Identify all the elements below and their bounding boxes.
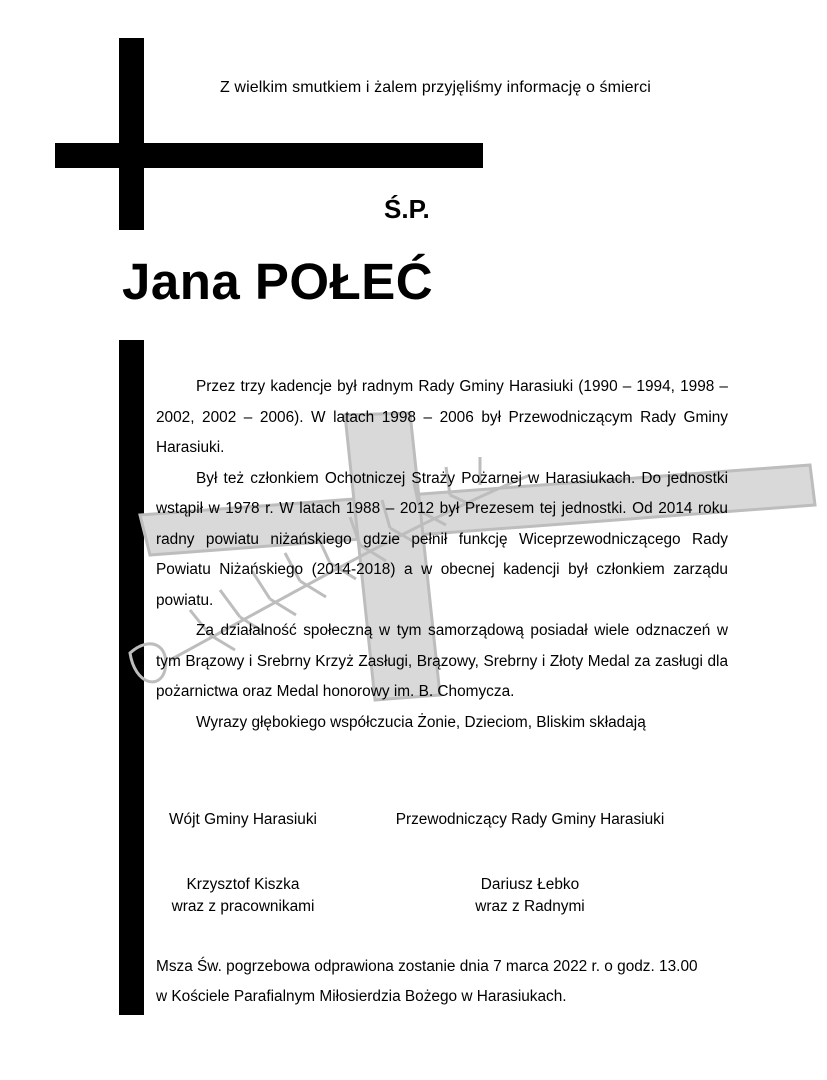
signatory-left-title: Wójt Gminy Harasiuki xyxy=(169,811,317,828)
obituary-body xyxy=(156,372,728,738)
mass-date-time: Msza Św. pogrzebowa odprawiona zostanie dnia 7 marca 2022 r. o godz. 13.00 xyxy=(156,958,698,975)
cross-vertical-beam xyxy=(119,38,144,230)
signatory-left-name: Krzysztof Kiszka xyxy=(186,876,300,893)
funeral-mass-info xyxy=(156,952,736,1012)
signatory-right-title: Przewodniczący Rady Gminy Harasiuki xyxy=(395,811,665,828)
paragraph-awards: Za działalność społeczną w tym samorządową posiadał wiele odznaczeń w tym Brązowy i Srebrny Krzyż Zasługi, Brązowy, Srebrny i Złoty Medal za zasługi dla pożarnictwa oraz Medal honorowy im. B. Chomycza. xyxy=(156,622,728,700)
paragraph-council: Przez trzy kadencje był radnym Rady Gminy Harasiuki (1990 – 1994, 1998 – 2002, 2002 – 2006). W latach 1998 – 2006 był Przewodniczącym Rady Gminy Harasiuki. xyxy=(156,378,728,456)
signatory-right xyxy=(382,874,678,918)
paragraph-fire-brigade: Był też członkiem Ochotniczej Straży Pożarnej w Harasiukach. Do jednostki wstąpił w 1978 r. W latach 1988 – 2012 był Prezesem tej jednostki. Od 2014 roku radny powiatu niżańskiego gdzie pełnił funkcję Wiceprzewodniczącego Rady Powiatu Niżańskiego (2014-2018) a w obecnej kadencji był członkiem zarządu powiatu. xyxy=(156,469,728,609)
signatory-left xyxy=(150,874,336,918)
cross-horizontal-beam xyxy=(55,143,483,168)
deceased-name: Jana POŁEĆ xyxy=(122,253,434,310)
paragraph-condolences: Wyrazy głębokiego współczucia Żonie, Dzieciom, Bliskim składają xyxy=(196,713,646,731)
mass-location: w Kościele Parafialnym Miłosierdzia Bożego w Harasiukach. xyxy=(156,988,567,1005)
intro-text: Z wielkim smutkiem i żalem przyjęliśmy informację o śmierci xyxy=(220,79,651,96)
honorific: Ś.P. xyxy=(384,194,430,224)
signatory-right-name: Dariusz Łebko xyxy=(480,876,580,893)
signatory-left-with: wraz z pracownikami xyxy=(171,898,315,915)
signatory-right-with: wraz z Radnymi xyxy=(475,898,585,915)
